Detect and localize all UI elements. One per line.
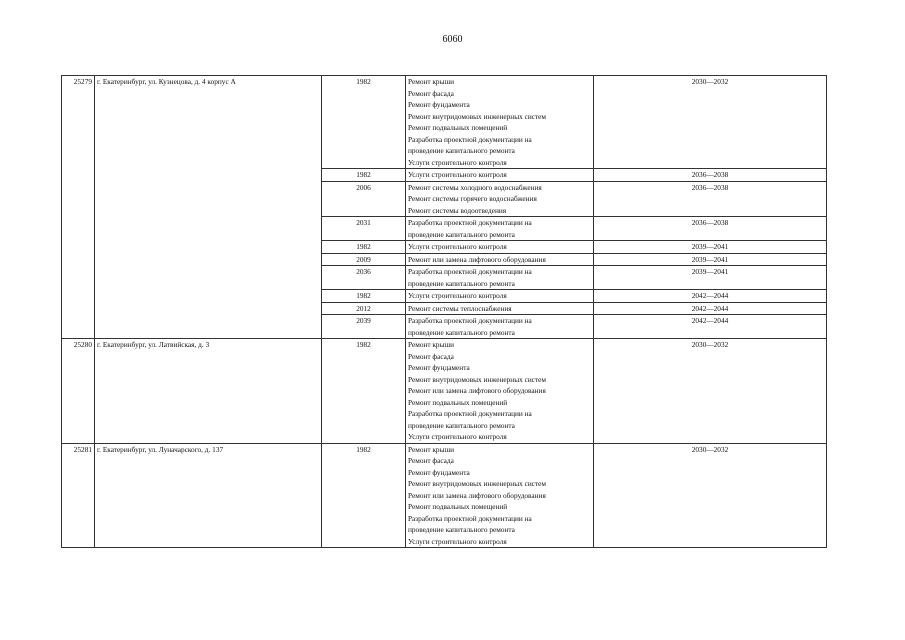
work-item: Ремонт или замена лифтового оборудования	[408, 254, 546, 264]
work-item: Разработка проектной документации на	[408, 134, 532, 144]
work-item: проведение капитального ремонта	[408, 146, 515, 155]
repair-period: 2030—2032	[594, 339, 827, 444]
work-item: Услуги строительного контроля	[408, 157, 507, 167]
work-list	[406, 169, 594, 182]
work-item: Ремонт или замена лифтового оборудования	[408, 490, 546, 500]
work-list	[406, 315, 594, 339]
work-item: проведение капитального ремонта	[408, 525, 515, 534]
work-item: Разработка проектной документации на	[408, 409, 532, 418]
repair-period: 2042—2044	[594, 315, 827, 339]
table-row	[62, 339, 827, 444]
work-item: Ремонт фундамента	[408, 100, 470, 109]
work-item: Ремонт внутридомовых инженерных систем	[408, 111, 547, 121]
building-address: г. Екатеринбург, ул. Кузнецова, д. 4 корпус А	[95, 76, 322, 339]
repair-year: 2012	[322, 302, 406, 315]
work-list	[406, 443, 594, 548]
work-item: Ремонт фасада	[408, 351, 454, 361]
repair-period: 2042—2044	[594, 290, 827, 303]
repair-period: 2036—2038	[594, 169, 827, 182]
work-item: Ремонт внутридомовых инженерных систем	[408, 479, 547, 488]
work-item: Услуги строительного контроля	[408, 170, 507, 179]
work-list	[406, 339, 594, 444]
repair-year: 1982	[322, 76, 406, 169]
repair-year: 2036	[322, 266, 406, 290]
repair-year: 2009	[322, 253, 406, 266]
work-item: Услуги строительного контроля	[408, 536, 507, 546]
table-row	[62, 76, 827, 169]
repair-period: 2042—2044	[594, 302, 827, 315]
work-list	[406, 76, 594, 169]
work-item: Разработка проектной документации на	[408, 267, 532, 276]
work-list	[406, 290, 594, 303]
building-address: г. Екатеринбург, ул. Луначарского, д. 137	[95, 443, 322, 548]
repair-period: 2030—2032	[594, 443, 827, 548]
work-item: Услуги строительного контроля	[408, 242, 507, 251]
building-id: 25281	[62, 443, 95, 548]
work-item: проведение капитального ремонта	[408, 327, 515, 337]
repair-year: 2039	[322, 315, 406, 339]
repair-year: 1982	[322, 241, 406, 254]
building-id: 25279	[62, 76, 95, 339]
work-item: Услуги строительного контроля	[408, 291, 507, 300]
repair-year: 1982	[322, 339, 406, 444]
repair-period: 2039—2041	[594, 266, 827, 290]
work-item: Ремонт подвальных помещений	[408, 502, 508, 511]
work-item: Ремонт крыши	[408, 444, 455, 454]
work-item: Ремонт подвальных помещений	[408, 123, 508, 132]
repair-period: 2036—2038	[594, 217, 827, 241]
work-item: Разработка проектной документации на	[408, 218, 532, 227]
work-item: Услуги строительного контроля	[408, 432, 507, 441]
work-list	[406, 266, 594, 290]
work-item: Ремонт фундамента	[408, 467, 470, 477]
work-item: Ремонт фундамента	[408, 363, 470, 372]
work-item: Ремонт фасада	[408, 88, 454, 98]
work-item: Разработка проектной документации на	[408, 513, 532, 523]
work-item: проведение капитального ремонта	[408, 420, 515, 430]
work-item: Ремонт подвальных помещений	[408, 397, 508, 407]
work-list	[406, 217, 594, 241]
work-item: Ремонт или замена лифтового оборудования	[408, 386, 546, 395]
work-item: Ремонт системы горячего водоснабжения	[408, 194, 537, 203]
work-item: Ремонт фасада	[408, 456, 454, 465]
building-id: 25280	[62, 339, 95, 444]
work-item: проведение капитального ремонта	[408, 229, 515, 239]
repair-year: 1982	[322, 169, 406, 182]
repair-period: 2030—2032	[594, 76, 827, 169]
work-item: Ремонт системы холодного водоснабжения	[408, 182, 542, 192]
work-item: Ремонт системы водоотведения	[408, 205, 507, 215]
work-item: Ремонт крыши	[408, 77, 455, 86]
work-item: Ремонт крыши	[408, 340, 455, 349]
table-row	[62, 443, 827, 548]
work-item: Ремонт системы теплоснабжения	[408, 303, 512, 313]
repair-period: 2036—2038	[594, 181, 827, 217]
work-item: проведение капитального ремонта	[408, 278, 515, 288]
building-address: г. Екатеринбург, ул. Латвийская, д. 3	[95, 339, 322, 444]
repair-period: 2039—2041	[594, 253, 827, 266]
repair-year: 1982	[322, 443, 406, 548]
work-list	[406, 253, 594, 266]
work-list	[406, 241, 594, 254]
work-list	[406, 181, 594, 217]
repair-year: 1982	[322, 290, 406, 303]
repair-year: 2031	[322, 217, 406, 241]
repair-period: 2039—2041	[594, 241, 827, 254]
repair-schedule-table	[61, 75, 827, 548]
work-list	[406, 302, 594, 315]
work-item: Ремонт внутридомовых инженерных систем	[408, 374, 547, 384]
page-number: 6060	[442, 34, 463, 45]
repair-schedule-body	[62, 76, 827, 548]
work-item: Разработка проектной документации на	[408, 316, 532, 325]
repair-year: 2006	[322, 181, 406, 217]
